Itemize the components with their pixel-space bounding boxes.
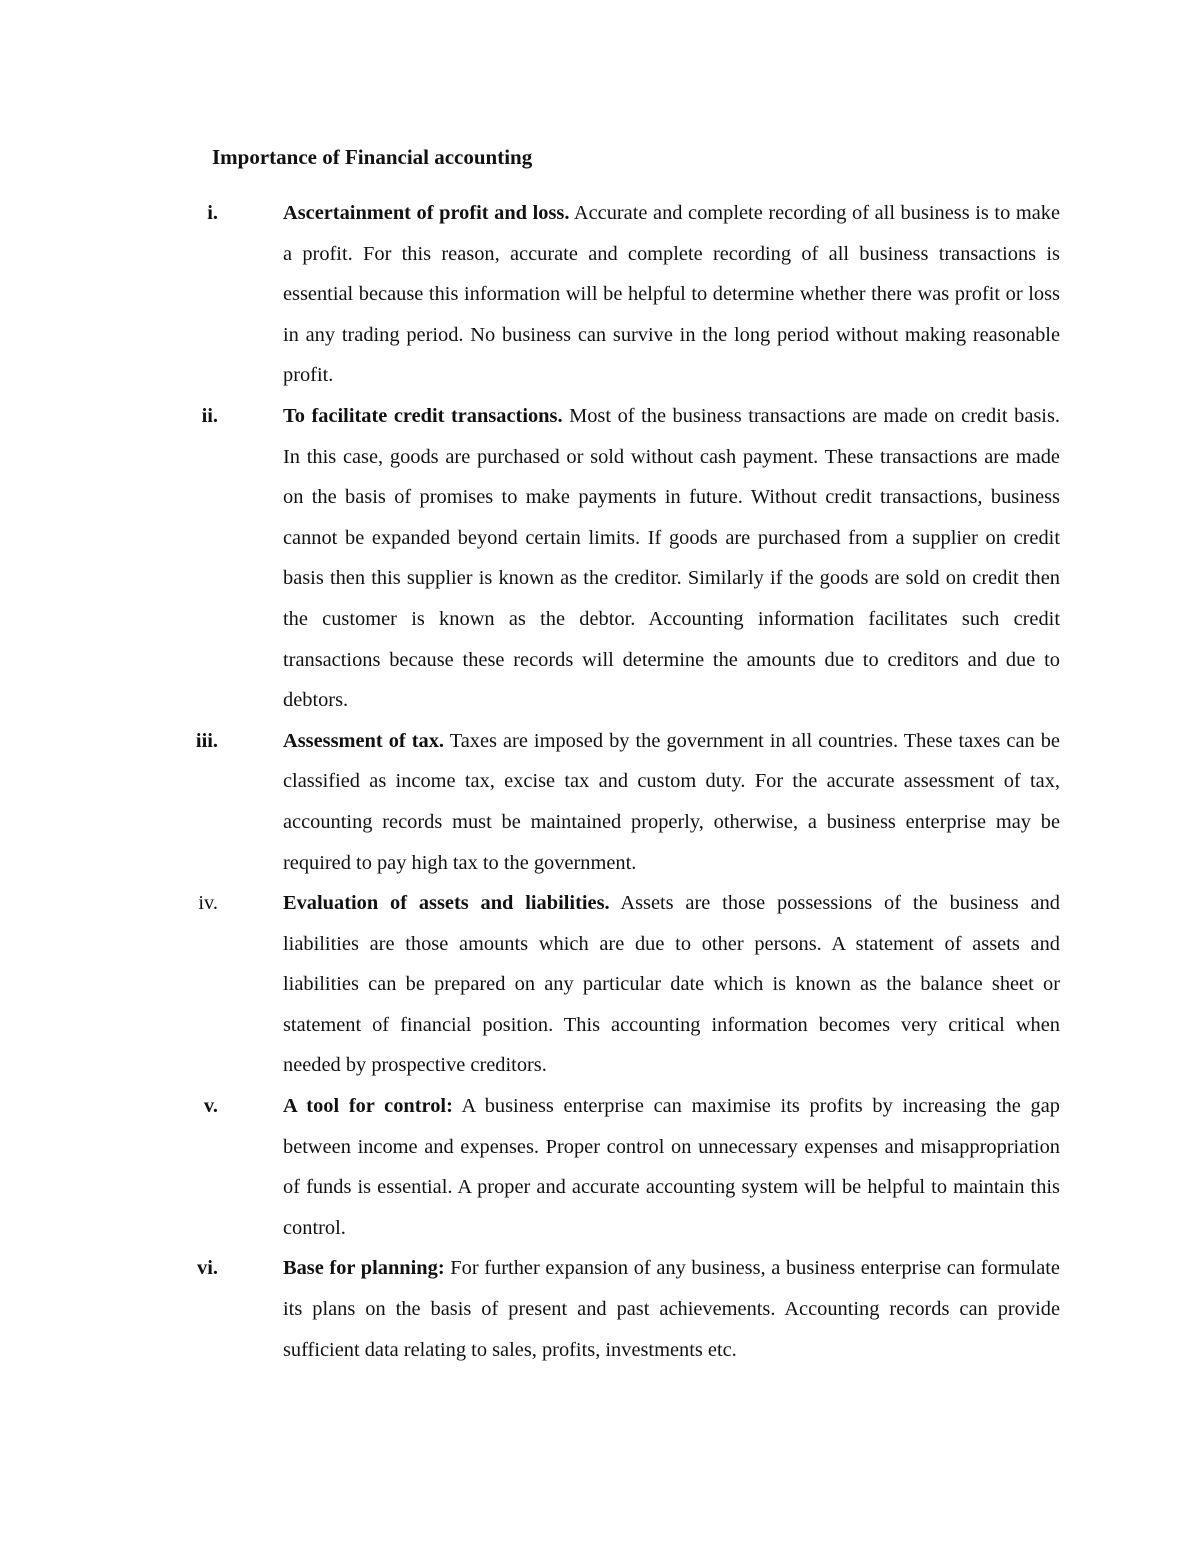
- item-numeral: vi.: [197, 1257, 218, 1280]
- item-numeral: iv.: [198, 892, 218, 915]
- item-body: Taxes are imposed by the government in all countries. These taxes can be classified as income tax, excise tax and custom duty. For the accurate assessment of tax, accounting records must be maintained properly, otherwise, a business enterprise may be required to pay high tax to the government.: [283, 729, 1060, 874]
- list-item-2: [160, 396, 1060, 721]
- item-heading: To facilitate credit transactions.: [283, 404, 563, 427]
- list-item-4: [160, 883, 1060, 1086]
- list-item-3: [160, 721, 1060, 883]
- list-item-6: [160, 1248, 1060, 1370]
- item-heading: Ascertainment of profit and loss.: [283, 202, 570, 224]
- document-title: Importance of Financial accounting: [212, 145, 533, 169]
- item-numeral: i.: [207, 202, 218, 224]
- item-numeral: ii.: [201, 404, 218, 427]
- item-body: Assets are those possessions of the business and liabilities are those amounts which are due to other persons. A statement of assets and liabilities can be prepared on any particular date which is known as the balance sheet or statement of financial position. This accounting information becomes very critical when needed by prospective creditors.: [283, 892, 1060, 1077]
- item-body: Most of the business transactions are made on credit basis. In this case, goods are purchased or sold without cash payment. These transactions are made on the basis of promises to make payments in future. Without credit transactions, business cannot be expanded beyond certain limits. If goods are purchased from a supplier on credit basis then this supplier is known as the creditor. Similarly if the goods are sold on credit then the customer is known as the debtor. Accounting information facilitates such credit transactions because these records will determine the amounts due to creditors and due to debtors.: [283, 404, 1061, 712]
- item-body: Accurate and complete recording of all business is to make a profit. For this reason, accurate and complete recording of all business transactions is essential because this information will be helpful to determine whether there was profit or loss in any trading period. No business can survive in the long period without making reasonable profit.: [283, 202, 1060, 387]
- item-body: For further expansion of any business, a business enterprise can formulate its plans on the basis of present and past achievements. Accounting records can provide sufficient data relating to sales, profits, investments etc.: [283, 1257, 1060, 1361]
- list-item-5: [160, 1086, 1060, 1248]
- item-heading: Base for planning:: [283, 1257, 445, 1280]
- item-heading: Assessment of tax.: [283, 729, 445, 752]
- importance-list: [160, 193, 1060, 1370]
- item-body: A business enterprise can maximise its profits by increasing the gap between income and expenses. Proper control on unnecessary expenses and misappropriation of funds is essential. A proper and accurate accounting system will be helpful to maintain this control.: [283, 1095, 1060, 1239]
- item-numeral: v.: [203, 1095, 218, 1118]
- item-heading: A tool for control:: [283, 1095, 453, 1118]
- item-numeral: iii.: [195, 729, 218, 752]
- list-item-1: [160, 193, 1060, 396]
- item-heading: Evaluation of assets and liabilities.: [283, 892, 610, 915]
